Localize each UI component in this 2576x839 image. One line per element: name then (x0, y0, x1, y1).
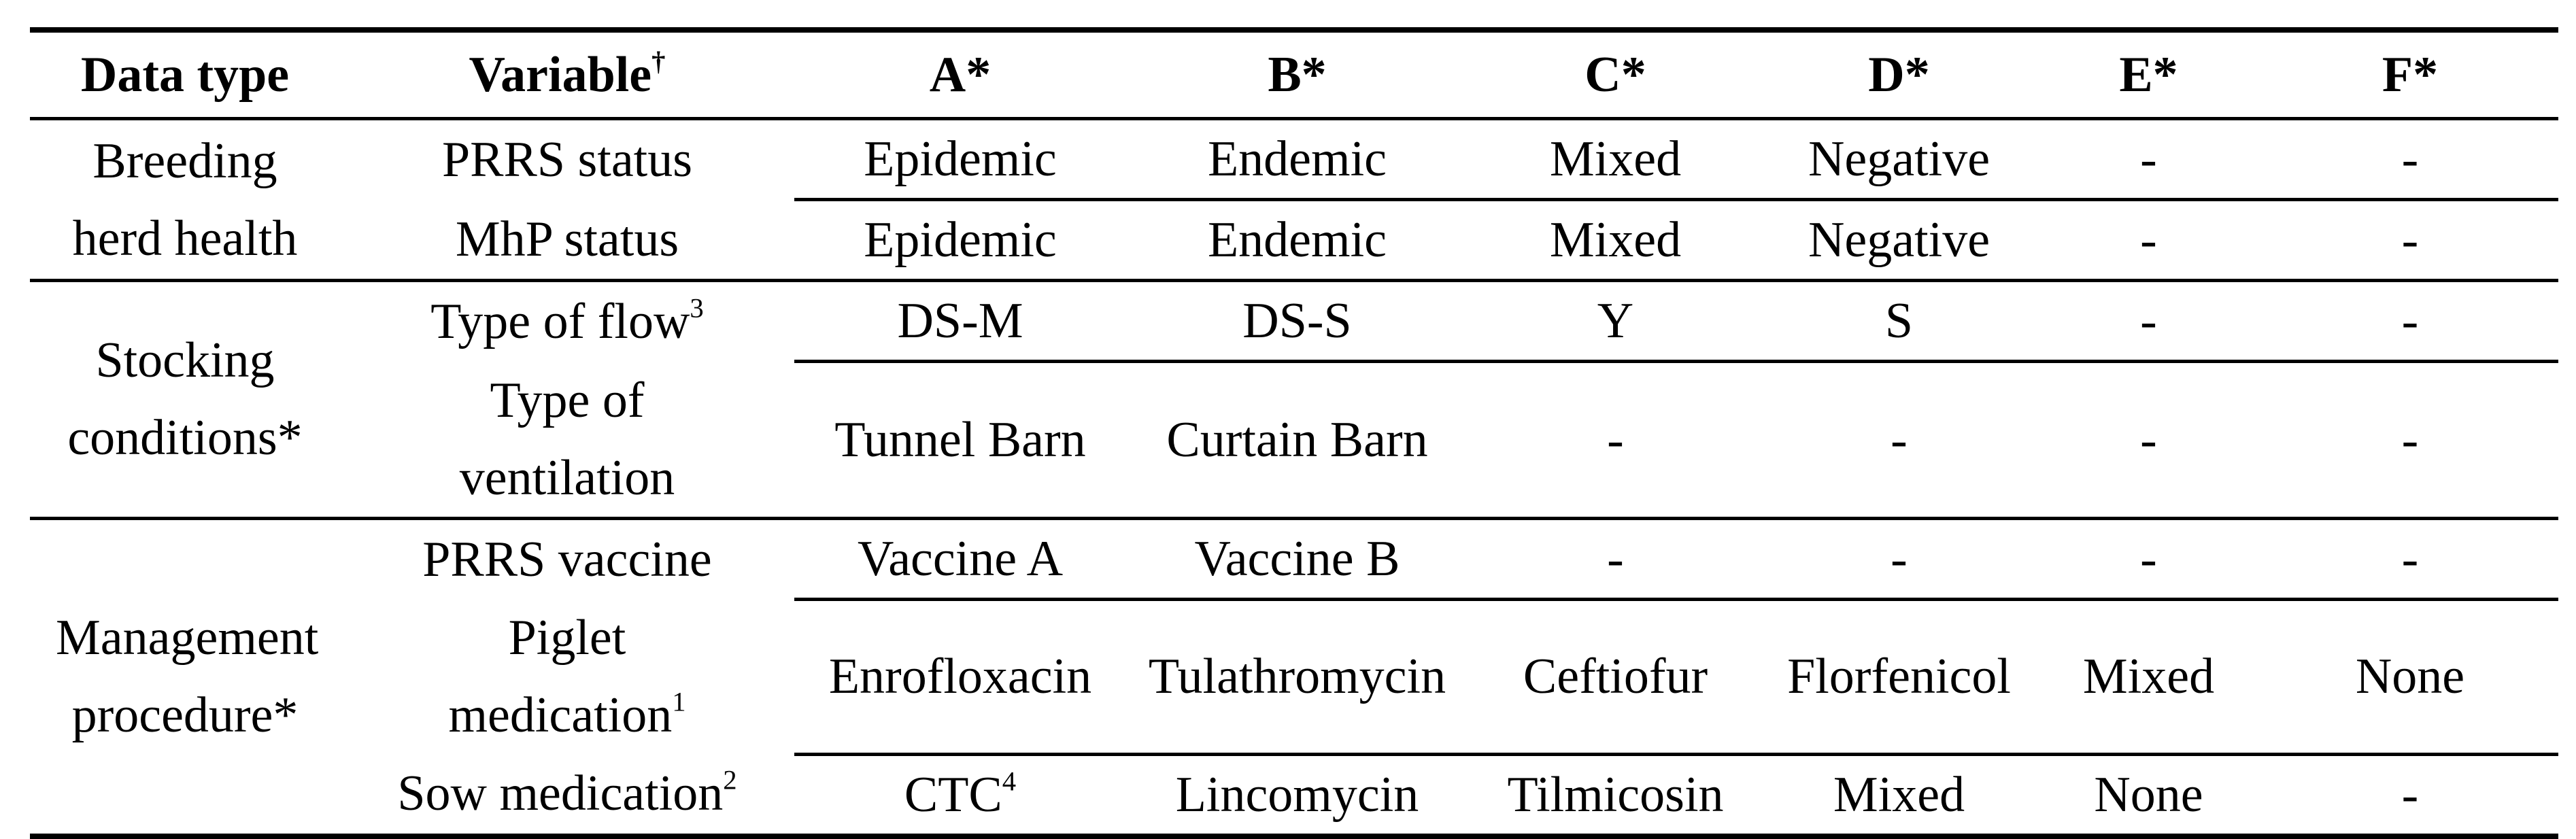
variable-text: Piglet medication (448, 610, 673, 743)
value-cell (1126, 362, 1468, 519)
value-text: - (1891, 530, 1908, 587)
variable-label (377, 755, 758, 832)
value-text: DS-S (1242, 293, 1352, 349)
value-cell (2262, 599, 2558, 754)
header-col-e: E* (2035, 30, 2262, 119)
value-cell (794, 518, 1126, 599)
value-text: CTC (904, 766, 1002, 823)
variable-text: PRRS vaccine (422, 531, 712, 587)
value-text: Epidemic (864, 131, 1057, 187)
value-text: Vaccine A (857, 530, 1064, 587)
value-text: Ceftiofur (1523, 649, 1708, 704)
value-cell (1763, 518, 2035, 599)
value-cell (2035, 281, 2262, 362)
table-row (30, 518, 2558, 599)
value-text: Lincomycin (1175, 766, 1419, 823)
value-cell (1468, 754, 1763, 836)
variable-text: MhP status (455, 211, 679, 267)
variable-text: Type of flow (430, 294, 690, 350)
data-type-cell (30, 119, 340, 281)
table-row (30, 754, 2558, 836)
variable-cell (340, 518, 794, 599)
value-text: Negative (1808, 131, 1990, 187)
value-cell (1763, 599, 2035, 754)
value-cell (1468, 119, 1763, 200)
variable-cell (340, 362, 794, 519)
variable-cell (340, 281, 794, 362)
variable-cell (340, 200, 794, 281)
variable-text: PRRS status (441, 132, 693, 188)
value-text: - (2140, 530, 2157, 587)
value-text: DS-M (897, 293, 1023, 349)
value-cell (2035, 518, 2262, 599)
value-text: Epidemic (864, 212, 1057, 268)
value-cell (794, 362, 1126, 519)
value-cell (1126, 281, 1468, 362)
table-row (30, 200, 2558, 281)
value-text: Mixed (1549, 131, 1682, 187)
data-table (30, 27, 2558, 839)
footnote-mark: 1 (672, 686, 686, 717)
variable-text: Sow medication (397, 766, 724, 822)
value-cell (2262, 754, 2558, 836)
variable-cell (340, 119, 794, 200)
value-text: Negative (1808, 212, 1990, 268)
value-cell (1763, 362, 2035, 519)
value-text: Tunnel Barn (834, 411, 1086, 468)
value-cell (2262, 281, 2558, 362)
variable-label (377, 521, 758, 598)
value-text: Vaccine B (1194, 530, 1400, 587)
value-cell (1763, 281, 2035, 362)
header-col-b: B* (1126, 30, 1468, 119)
table-row (30, 119, 2558, 200)
value-cell (2035, 362, 2262, 519)
data-type-label: Breeding herd health (72, 133, 298, 267)
variable-label (377, 201, 758, 278)
value-text: - (2140, 411, 2157, 468)
header-col-a: A* (794, 30, 1126, 119)
value-text: Enrofloxacin (828, 649, 1092, 704)
data-type-label: Stocking conditions* (67, 332, 303, 466)
value-cell (1126, 754, 1468, 836)
value-text: - (2140, 293, 2157, 349)
value-cell (2035, 599, 2262, 754)
value-text: - (2401, 293, 2419, 349)
value-cell (2262, 518, 2558, 599)
value-cell (2035, 754, 2262, 836)
variable-label (424, 599, 710, 754)
header-row (30, 30, 2558, 119)
value-text: - (2140, 131, 2157, 187)
value-text: - (2401, 212, 2419, 268)
value-cell (1126, 119, 1468, 200)
value-cell (1468, 200, 1763, 281)
variable-label (377, 121, 758, 199)
value-cell (1763, 119, 2035, 200)
value-text: - (1891, 411, 1908, 468)
value-cell (1763, 754, 2035, 836)
value-text: Tilmicosin (1507, 766, 1724, 823)
variable-label (377, 283, 758, 360)
value-cell (2262, 362, 2558, 519)
header-variable (340, 30, 794, 119)
variable-text: Type of ventilation (459, 372, 675, 506)
data-type-cell (30, 281, 340, 519)
value-cell (2035, 119, 2262, 200)
table-row (30, 281, 2558, 362)
value-cell (1468, 518, 1763, 599)
value-cell (794, 599, 1126, 754)
value-cell (1126, 518, 1468, 599)
data-type-label: Management procedure* (56, 610, 319, 743)
variable-cell (340, 754, 794, 836)
value-text: Mixed (1833, 766, 1965, 823)
value-text: - (2140, 212, 2157, 268)
value-text: Y (1597, 293, 1634, 349)
footnote-mark: 3 (690, 292, 704, 324)
variable-label (455, 362, 679, 517)
value-text: Curtain Barn (1166, 411, 1428, 468)
header-data-type: Data type (30, 30, 340, 119)
header-col-c: C* (1468, 30, 1763, 119)
value-cell (1126, 200, 1468, 281)
table-row (30, 599, 2558, 754)
value-cell (1763, 200, 2035, 281)
value-text: - (2401, 131, 2419, 187)
header-col-f: F* (2262, 30, 2558, 119)
footnote-mark: 2 (723, 764, 737, 795)
value-cell (794, 754, 1126, 836)
value-cell (1468, 599, 1763, 754)
data-type-cell (30, 518, 340, 836)
value-text: S (1884, 293, 1914, 349)
value-cell (794, 119, 1126, 200)
value-cell (2262, 119, 2558, 200)
value-text: - (1607, 411, 1624, 468)
value-cell (2035, 200, 2262, 281)
value-text: None (2355, 649, 2465, 704)
header-variable-label: Variable (469, 47, 652, 103)
footnote-mark: † (651, 46, 666, 77)
value-text: Endemic (1207, 212, 1387, 268)
value-text: - (2401, 411, 2419, 468)
value-text: Mixed (1549, 212, 1682, 268)
footnote-mark: 4 (1002, 765, 1017, 796)
value-text: Endemic (1207, 131, 1387, 187)
value-cell (1468, 281, 1763, 362)
variable-cell (340, 599, 794, 754)
header-col-d: D* (1763, 30, 2035, 119)
value-text: - (2401, 766, 2419, 823)
value-cell (794, 281, 1126, 362)
value-cell (1468, 362, 1763, 519)
value-text: - (1607, 530, 1624, 587)
value-text: - (2401, 530, 2419, 587)
value-cell (2262, 200, 2558, 281)
value-cell (1126, 599, 1468, 754)
table-row (30, 362, 2558, 519)
value-text: Mixed (2082, 649, 2215, 704)
value-text: None (2094, 766, 2203, 823)
value-cell (794, 200, 1126, 281)
value-text: Florfenicol (1787, 649, 2011, 704)
value-text: Tulathromycin (1148, 649, 1446, 704)
